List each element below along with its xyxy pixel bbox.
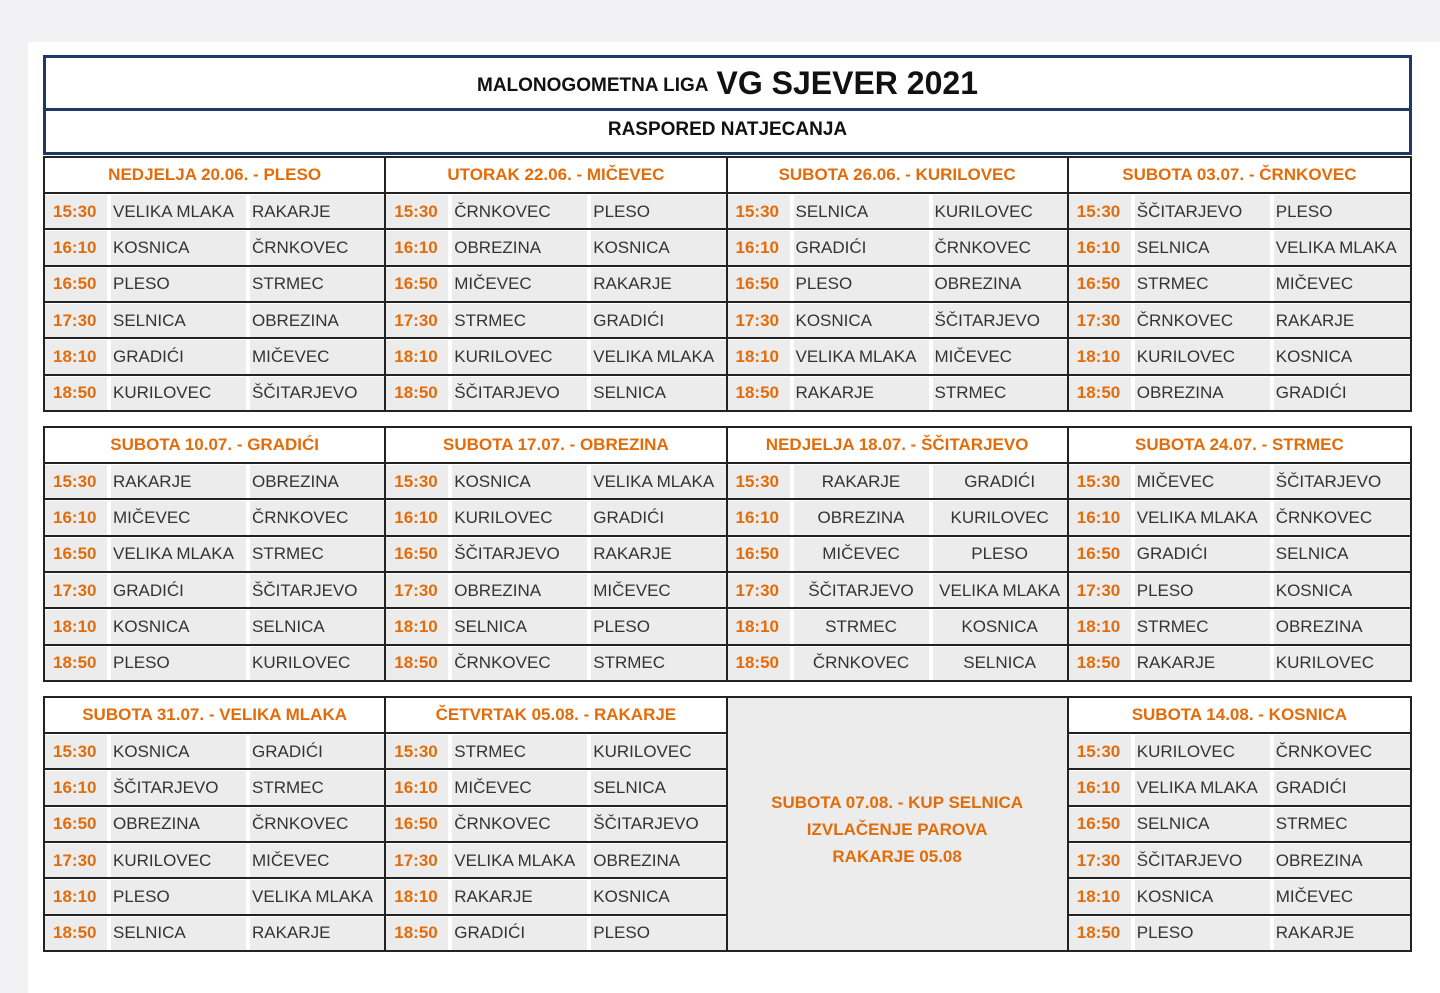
match-row (386, 807, 725, 843)
match-time: 16:10 (45, 231, 107, 264)
match-row (728, 339, 1067, 375)
away-team: MIČEVEC (246, 844, 384, 877)
away-team: STRMEC (587, 647, 725, 680)
match-time: 15:30 (45, 465, 107, 498)
schedule-block-1 (43, 156, 1412, 412)
away-team: OBREZINA (1270, 610, 1410, 643)
home-team: KOSNICA (107, 735, 246, 768)
away-team: SELNICA (929, 647, 1067, 680)
away-team: GRADIĆI (1270, 377, 1410, 410)
home-team: ŠČITARJEVO (790, 574, 929, 607)
away-team: GRADIĆI (587, 304, 725, 337)
home-team: VELIKA MLAKA (107, 538, 246, 571)
match-row (386, 500, 725, 536)
away-team: GRADIĆI (1270, 771, 1410, 804)
match-time: 16:10 (728, 231, 790, 264)
home-team: VELIKA MLAKA (448, 844, 587, 877)
round-column (728, 158, 1069, 410)
home-team: SELNICA (1131, 231, 1270, 264)
match-row (386, 339, 725, 375)
home-team: ŠČITARJEVO (107, 771, 246, 804)
match-row (45, 573, 384, 609)
away-team: PLESO (587, 195, 725, 228)
away-team: PLESO (1270, 195, 1410, 228)
match-row (1069, 916, 1410, 950)
away-team: OBREZINA (246, 304, 384, 337)
home-team: RAKARJE (107, 465, 246, 498)
match-time: 18:10 (386, 610, 448, 643)
match-time: 15:30 (1069, 465, 1131, 498)
away-team: ŠČITARJEVO (246, 574, 384, 607)
home-team: SELNICA (107, 917, 246, 950)
away-team: KURILOVEC (246, 647, 384, 680)
away-team: STRMEC (929, 377, 1067, 410)
away-team: ŠČITARJEVO (929, 304, 1067, 337)
home-team: MIČEVEC (448, 771, 587, 804)
match-row (1069, 339, 1410, 375)
match-row (728, 194, 1067, 230)
match-time: 16:50 (1069, 808, 1131, 841)
away-team: PLESO (587, 917, 725, 950)
round-column (386, 428, 727, 680)
match-time: 15:30 (728, 195, 790, 228)
home-team: ŠČITARJEVO (1131, 844, 1270, 877)
home-team: SELNICA (1131, 808, 1270, 841)
round-header: SUBOTA 26.06. - KURILOVEC (728, 158, 1067, 194)
away-team: RAKARJE (587, 268, 725, 301)
match-time: 15:30 (45, 735, 107, 768)
match-row (1069, 194, 1410, 230)
match-row (1069, 303, 1410, 339)
home-team: STRMEC (790, 610, 929, 643)
match-time: 18:50 (1069, 647, 1131, 680)
round-header: ČETVRTAK 05.08. - RAKARJE (386, 698, 725, 734)
match-row (45, 609, 384, 645)
match-time: 16:50 (386, 808, 448, 841)
away-team: ČRNKOVEC (246, 808, 384, 841)
match-time: 17:30 (386, 304, 448, 337)
away-team: KOSNICA (587, 880, 725, 913)
away-team: VELIKA MLAKA (1270, 231, 1410, 264)
match-time: 16:10 (386, 771, 448, 804)
match-time: 15:30 (386, 465, 448, 498)
match-row (45, 646, 384, 680)
home-team: KOSNICA (790, 304, 929, 337)
match-time: 16:10 (386, 231, 448, 264)
match-row (45, 500, 384, 536)
round-column (386, 158, 727, 410)
home-team: MIČEVEC (790, 538, 929, 571)
match-time: 17:30 (45, 844, 107, 877)
away-team: KURILOVEC (1270, 647, 1410, 680)
away-team: KURILOVEC (587, 735, 725, 768)
schedule-block-2 (43, 426, 1412, 682)
schedule-block-3 (43, 696, 1412, 952)
away-team: GRADIĆI (929, 465, 1067, 498)
match-row (386, 267, 725, 303)
home-team: RAKARJE (790, 377, 929, 410)
away-team: OBREZINA (246, 465, 384, 498)
match-row (728, 376, 1067, 410)
away-team: GRADIĆI (246, 735, 384, 768)
home-team: KURILOVEC (1131, 340, 1270, 373)
match-row (1069, 879, 1410, 915)
match-row (45, 376, 384, 410)
away-team: RAKARJE (587, 538, 725, 571)
home-team: ČRNKOVEC (448, 808, 587, 841)
match-time: 16:50 (45, 808, 107, 841)
match-time: 17:30 (728, 574, 790, 607)
match-time: 16:50 (728, 268, 790, 301)
title-row (46, 58, 1409, 111)
round-column (386, 698, 727, 950)
match-time: 16:10 (1069, 501, 1131, 534)
round-column (45, 698, 386, 950)
match-row (45, 734, 384, 770)
match-row (45, 537, 384, 573)
round-header: SUBOTA 17.07. - OBREZINA (386, 428, 725, 464)
home-team: VELIKA MLAKA (790, 340, 929, 373)
match-time: 18:50 (386, 917, 448, 950)
match-row (45, 843, 384, 879)
match-row (728, 464, 1067, 500)
match-row (386, 573, 725, 609)
match-time: 18:10 (45, 880, 107, 913)
home-team: ŠČITARJEVO (448, 377, 587, 410)
match-time: 15:30 (45, 195, 107, 228)
match-time: 16:50 (386, 268, 448, 301)
match-row (1069, 464, 1410, 500)
match-time: 18:10 (1069, 610, 1131, 643)
away-team: KOSNICA (587, 231, 725, 264)
match-time: 16:10 (386, 501, 448, 534)
away-team: MIČEVEC (1270, 268, 1410, 301)
match-time: 18:50 (45, 917, 107, 950)
match-time: 18:50 (1069, 917, 1131, 950)
home-team: ČRNKOVEC (1131, 304, 1270, 337)
home-team: STRMEC (448, 735, 587, 768)
away-team: MIČEVEC (587, 574, 725, 607)
home-team: STRMEC (1131, 268, 1270, 301)
home-team: PLESO (790, 268, 929, 301)
round-column (1069, 428, 1410, 680)
match-time: 18:10 (728, 340, 790, 373)
match-row (1069, 537, 1410, 573)
away-team: KURILOVEC (929, 501, 1067, 534)
match-time: 17:30 (1069, 844, 1131, 877)
away-team: PLESO (587, 610, 725, 643)
away-team: ČRNKOVEC (929, 231, 1067, 264)
home-team: ŠČITARJEVO (448, 538, 587, 571)
away-team: MIČEVEC (929, 340, 1067, 373)
match-time: 16:50 (45, 538, 107, 571)
home-team: KURILOVEC (107, 844, 246, 877)
away-team: ŠČITARJEVO (1270, 465, 1410, 498)
match-row (386, 537, 725, 573)
away-team: OBREZINA (1270, 844, 1410, 877)
match-row (45, 267, 384, 303)
match-row (1069, 230, 1410, 266)
away-team: ČRNKOVEC (246, 501, 384, 534)
home-team: PLESO (107, 647, 246, 680)
match-row (728, 573, 1067, 609)
round-header: SUBOTA 31.07. - VELIKA MLAKA (45, 698, 384, 734)
round-column (1069, 698, 1410, 950)
match-time: 15:30 (1069, 735, 1131, 768)
match-time: 17:30 (386, 574, 448, 607)
away-team: SELNICA (246, 610, 384, 643)
match-time: 16:10 (1069, 231, 1131, 264)
title-prefix: MALONOGOMETNA LIGA (477, 75, 709, 96)
match-row (45, 807, 384, 843)
away-team: SELNICA (1270, 538, 1410, 571)
home-team: ČRNKOVEC (790, 647, 929, 680)
cup-note-line3: RAKARJE 05.08 (832, 846, 962, 866)
away-team: KOSNICA (1270, 574, 1410, 607)
match-row (45, 303, 384, 339)
home-team: PLESO (107, 880, 246, 913)
match-row (1069, 807, 1410, 843)
match-row (386, 194, 725, 230)
home-team: GRADIĆI (107, 574, 246, 607)
match-row (386, 609, 725, 645)
round-header: SUBOTA 14.08. - KOSNICA (1069, 698, 1410, 734)
match-row (728, 230, 1067, 266)
match-time: 15:30 (1069, 195, 1131, 228)
match-time: 15:30 (386, 195, 448, 228)
away-team: KOSNICA (929, 610, 1067, 643)
home-team: OBREZINA (448, 574, 587, 607)
away-team: MIČEVEC (1270, 880, 1410, 913)
away-team: ŠČITARJEVO (246, 377, 384, 410)
cup-note-panel (728, 698, 1069, 950)
match-time: 18:10 (386, 340, 448, 373)
match-time: 16:50 (1069, 268, 1131, 301)
match-row (386, 916, 725, 950)
match-row (1069, 267, 1410, 303)
subtitle: RASPORED NATJECANJA (607, 119, 848, 140)
away-team: RAKARJE (1270, 917, 1410, 950)
match-time: 18:50 (1069, 377, 1131, 410)
match-time: 18:10 (1069, 340, 1131, 373)
home-team: OBREZINA (448, 231, 587, 264)
home-team: RAKARJE (1131, 647, 1270, 680)
home-team: KURILOVEC (107, 377, 246, 410)
away-team: OBREZINA (587, 844, 725, 877)
home-team: GRADIĆI (790, 231, 929, 264)
round-column (728, 428, 1069, 680)
match-row (45, 230, 384, 266)
away-team: STRMEC (1270, 808, 1410, 841)
match-row (45, 770, 384, 806)
title-box (43, 55, 1412, 155)
round-header: NEDJELJA 18.07. - ŠČITARJEVO (728, 428, 1067, 464)
match-time: 16:50 (45, 268, 107, 301)
match-time: 16:10 (1069, 771, 1131, 804)
round-header: SUBOTA 24.07. - STRMEC (1069, 428, 1410, 464)
match-row (728, 303, 1067, 339)
cup-note-line1: SUBOTA 07.08. - KUP SELNICA (771, 792, 1024, 812)
match-time: 18:10 (45, 610, 107, 643)
match-time: 15:30 (386, 735, 448, 768)
match-row (386, 464, 725, 500)
away-team: RAKARJE (1270, 304, 1410, 337)
away-team: SELNICA (587, 377, 725, 410)
home-team: ČRNKOVEC (448, 195, 587, 228)
home-team: STRMEC (448, 304, 587, 337)
away-team: PLESO (929, 538, 1067, 571)
away-team: OBREZINA (929, 268, 1067, 301)
match-time: 18:50 (728, 647, 790, 680)
match-time: 16:10 (728, 501, 790, 534)
match-row (386, 843, 725, 879)
match-row (728, 500, 1067, 536)
round-header: SUBOTA 10.07. - GRADIĆI (45, 428, 384, 464)
away-team: GRADIĆI (587, 501, 725, 534)
away-team: KURILOVEC (929, 195, 1067, 228)
match-row (45, 464, 384, 500)
home-team: MIČEVEC (448, 268, 587, 301)
home-team: GRADIĆI (107, 340, 246, 373)
away-team: STRMEC (246, 771, 384, 804)
round-header: SUBOTA 03.07. - ČRNKOVEC (1069, 158, 1410, 194)
match-row (386, 734, 725, 770)
match-row (386, 879, 725, 915)
match-time: 18:50 (45, 647, 107, 680)
home-team: ŠČITARJEVO (1131, 195, 1270, 228)
home-team: ČRNKOVEC (448, 647, 587, 680)
match-time: 17:30 (1069, 574, 1131, 607)
home-team: OBREZINA (107, 808, 246, 841)
cup-note-line2: IZVLAČENJE PAROVA (806, 819, 988, 839)
match-row (1069, 500, 1410, 536)
round-column (45, 158, 386, 410)
home-team: PLESO (107, 268, 246, 301)
match-row (1069, 843, 1410, 879)
match-row (386, 646, 725, 680)
match-row (1069, 376, 1410, 410)
match-time: 18:10 (45, 340, 107, 373)
match-row (386, 230, 725, 266)
home-team: KURILOVEC (448, 501, 587, 534)
home-team: GRADIĆI (448, 917, 587, 950)
away-team: VELIKA MLAKA (929, 574, 1067, 607)
match-row (386, 303, 725, 339)
home-team: KOSNICA (1131, 880, 1270, 913)
home-team: SELNICA (107, 304, 246, 337)
match-time: 17:30 (728, 304, 790, 337)
match-row (728, 267, 1067, 303)
match-row (386, 376, 725, 410)
round-header: NEDJELJA 20.06. - PLESO (45, 158, 384, 194)
away-team: ČRNKOVEC (1270, 735, 1410, 768)
match-time: 18:50 (45, 377, 107, 410)
match-time: 16:50 (1069, 538, 1131, 571)
home-team: GRADIĆI (1131, 538, 1270, 571)
home-team: SELNICA (790, 195, 929, 228)
home-team: RAKARJE (790, 465, 929, 498)
match-time: 16:10 (45, 501, 107, 534)
match-row (45, 194, 384, 230)
match-time: 15:30 (728, 465, 790, 498)
away-team: VELIKA MLAKA (246, 880, 384, 913)
home-team: PLESO (1131, 574, 1270, 607)
match-row (386, 770, 725, 806)
match-time: 18:50 (386, 377, 448, 410)
match-row (728, 537, 1067, 573)
away-team: VELIKA MLAKA (587, 465, 725, 498)
match-time: 17:30 (1069, 304, 1131, 337)
match-time: 16:50 (728, 538, 790, 571)
match-time: 18:10 (386, 880, 448, 913)
match-time: 18:50 (728, 377, 790, 410)
away-team: KOSNICA (1270, 340, 1410, 373)
home-team: MIČEVEC (107, 501, 246, 534)
round-header: UTORAK 22.06. - MIČEVEC (386, 158, 725, 194)
match-time: 17:30 (386, 844, 448, 877)
home-team: STRMEC (1131, 610, 1270, 643)
away-team: ČRNKOVEC (1270, 501, 1410, 534)
match-time: 18:10 (728, 610, 790, 643)
away-team: STRMEC (246, 538, 384, 571)
match-row (45, 339, 384, 375)
match-row (1069, 573, 1410, 609)
match-row (1069, 646, 1410, 680)
match-row (45, 916, 384, 950)
match-row (1069, 770, 1410, 806)
match-time: 17:30 (45, 304, 107, 337)
away-team: STRMEC (246, 268, 384, 301)
match-row (45, 879, 384, 915)
home-team: OBREZINA (790, 501, 929, 534)
home-team: KURILOVEC (448, 340, 587, 373)
away-team: MIČEVEC (246, 340, 384, 373)
home-team: PLESO (1131, 917, 1270, 950)
home-team: KOSNICA (107, 231, 246, 264)
home-team: MIČEVEC (1131, 465, 1270, 498)
home-team: VELIKA MLAKA (107, 195, 246, 228)
round-column (45, 428, 386, 680)
home-team: RAKARJE (448, 880, 587, 913)
title-main: VG SJEVER 2021 (716, 64, 978, 101)
home-team: SELNICA (448, 610, 587, 643)
match-row (1069, 734, 1410, 770)
home-team: KOSNICA (107, 610, 246, 643)
match-time: 16:10 (45, 771, 107, 804)
away-team: RAKARJE (246, 917, 384, 950)
match-time: 18:50 (386, 647, 448, 680)
away-team: RAKARJE (246, 195, 384, 228)
home-team: VELIKA MLAKA (1131, 501, 1270, 534)
match-row (728, 646, 1067, 680)
home-team: OBREZINA (1131, 377, 1270, 410)
match-time: 16:50 (386, 538, 448, 571)
away-team: ŠČITARJEVO (587, 808, 725, 841)
match-row (1069, 609, 1410, 645)
home-team: KURILOVEC (1131, 735, 1270, 768)
away-team: VELIKA MLAKA (587, 340, 725, 373)
match-time: 17:30 (45, 574, 107, 607)
match-row (728, 609, 1067, 645)
away-team: ČRNKOVEC (246, 231, 384, 264)
away-team: SELNICA (587, 771, 725, 804)
match-time: 18:10 (1069, 880, 1131, 913)
round-column (1069, 158, 1410, 410)
home-team: VELIKA MLAKA (1131, 771, 1270, 804)
home-team: KOSNICA (448, 465, 587, 498)
